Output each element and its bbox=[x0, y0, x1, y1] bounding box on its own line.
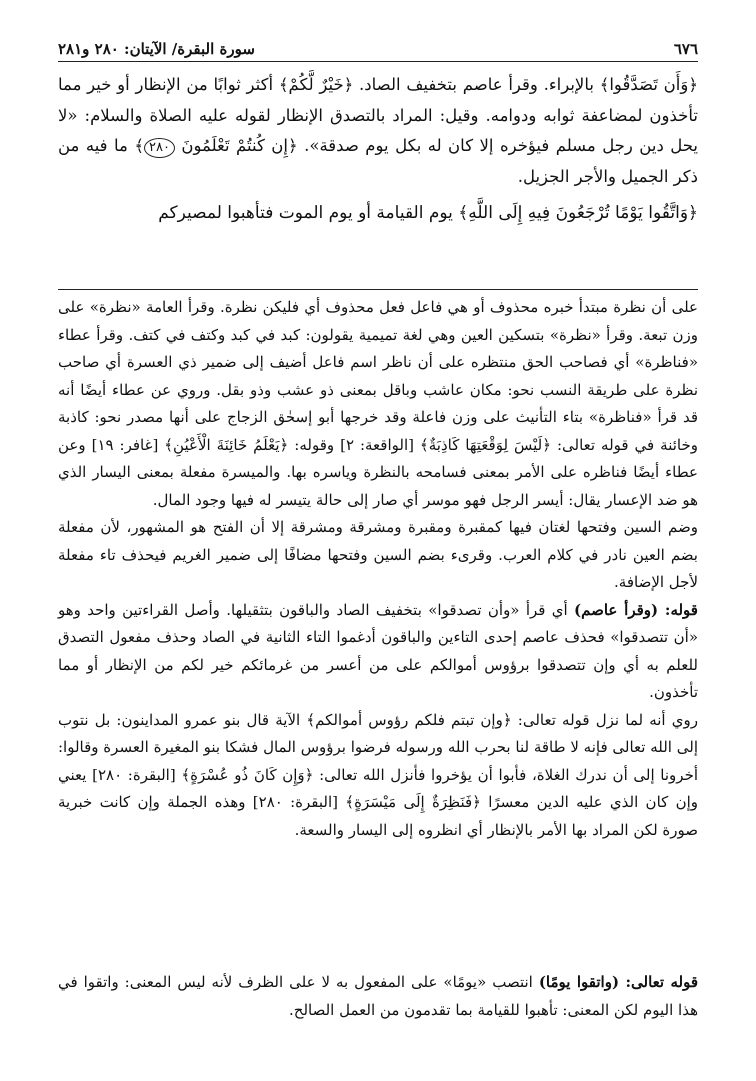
footnote-text: أي قرأ «وأن تصدقوا» بتخفيف الصاد والباقون بتثقيلها. وأصل القراءتين واحد وهو «أن تتصدقوا» فحذف عاصم إحدى التاءين والباقون أدغموا التاء الثانية في الصاد وحذف مفعول التصدق للعلم به أي وإن تتصدقوا برؤوس أموالكم على من أعسر من غرمائكم خير لكم من الإنظار أو مما تأخذون. bbox=[58, 600, 698, 701]
main-text bbox=[58, 70, 698, 229]
page-header bbox=[58, 30, 698, 62]
commentary-label: قوله تعالى: (واتقوا يومًا) bbox=[538, 973, 698, 991]
footnote-paragraph: وضم السين وفتحها لغتان فيها كمقبرة ومقبرة ومشرقة ومشرقة إلا أن الفتح هو المشهور، لأن مفعلة بضم العين نادر في كلام العرب. وقرىء بضم السين وفتحها مضافًا إلى ضمير الغريم فيحذف تاء مفعلة لأجل الإضافة. bbox=[58, 518, 698, 591]
main-text-part-a: ﴿وَأَن تَصَدَّقُوا﴾ بالإبراء. وقرأ عاصم بتخفيف الصاد. ﴿خَيْرٌ لَّكُمْ﴾ أكثر ثوابًا من الإنظار أو خير مما تأخذون لمضاعفة ثوابه ودوامه. وقيل: المراد بالتصدق الإنظار لقوله عليه الصلاة والسلام: «لا يحل دين رجل مسلم فيؤخره إلا كان له بكل يوم صدقة». ﴿إِن كُنتُمْ تَعْلَمُونَ bbox=[58, 75, 698, 155]
commentary-section bbox=[58, 968, 698, 1024]
running-title: سورة البقرة/ الآيتان: ٢٨٠ و٢٨١ bbox=[58, 40, 255, 58]
main-paragraph bbox=[58, 70, 698, 192]
footnote-label: قوله: (وقرأ عاصم) bbox=[574, 600, 698, 619]
footnote-paragraph: روي أنه لما نزل قوله تعالى: ﴿وإن تبتم فلكم رؤوس أموالكم﴾ الآية قال بنو عمرو المداينون: بل نتوب إلى الله تعالى فإنه لا طاقة لنا بحرب الله ورسوله فرضوا برؤوس المال فشكا بنو المغيرة العسرة وقالوا: أخرونا إلى أن ندرك الغلاة، فأبوا أن يؤخروا فأنزل الله تعالى: ﴿وَإِن كَانَ ذُو عُسْرَةٍ﴾ [البقرة: ٢٨٠] يعني وإن كان الذي عليه الدين معسرًا ﴿فَنَظِرَةٌ إِلَى مَيْسَرَةٍ﴾ [البقرة: ٢٨٠] وهذه الجملة وإن كانت خبرية صورة لكن المراد بها الأمر بالإنظار أي انظروه إلى اليسار والسعة. bbox=[58, 710, 699, 839]
footnotes bbox=[58, 294, 698, 844]
footnote-paragraph: على أن نظرة مبتدأ خبره محذوف أو هي فاعل فعل محذوف أي فليكن نظرة. وقرأ العامة «نظرة» على وزن تبعة. وقرأ «نظرة» بتسكين العين وهي لغة تميمية يقولون: كبد في كبد وكتف في كتف. وقرأ عطاء «فناظرة» أي فصاحب الحق منتظره على أن ناظر اسم فاعل أضيف إلى ضمير ذي العسرة أي صاحب نظرة على طريقة النسب نحو: مكان عاشب وباقل بمعنى ذو عشب وذو بقل. وروي عن عطاء أيضًا أنه قد قرأ «فناظرة» بتاء التأنيث على وزن فاعلة وقد خرجها أبو إسحٰق الزجاج على أنها مصدر نحو: كاذبة وخائنة في قوله تعالى: ﴿لَيْسَ لِوَقْعَتِهَا كَاذِبَةٌ﴾ [الواقعة: ٢] وقوله: ﴿يَعْلَمُ خَائِنَةَ الْأَعْيُنِ﴾ [غافر: ١٩] وعن عطاء أيضًا فناظره على الأمر بمعنى فسامحه بالنظرة وياسره بها. والميسرة مفعلة بمعنى اليسار الذي هو ضد الإعسار يقال: أيسر الرجل فهو موسر أي صار إلى حالة يتيسر له فيها وجود المال. bbox=[58, 298, 698, 509]
page-number: ٦٧٦ bbox=[673, 40, 698, 58]
verse-number-badge: ٢٨٠ bbox=[144, 138, 175, 158]
main-verse-line: ﴿وَاتَّقُوا يَوْمًا تُرْجَعُونَ فِيهِ إِلَى اللَّهِ﴾ يوم القيامة أو يوم الموت فتأهبوا لمصيركم bbox=[158, 203, 698, 223]
main-text-part-b: ﴾ ما فيه من ذكر الجميل والأجر الجزيل. bbox=[58, 136, 698, 186]
footnote-divider bbox=[58, 289, 698, 290]
commentary-text: انتصب «يومًا» على المفعول به لا على الظرف لأنه ليس المعنى: واتقوا في هذا اليوم لكن المعنى: تأهبوا للقيامة بما تقدمون من العمل الصالح. bbox=[58, 973, 698, 1019]
commentary-paragraph bbox=[58, 968, 698, 1024]
footnote-paragraph bbox=[58, 597, 698, 707]
